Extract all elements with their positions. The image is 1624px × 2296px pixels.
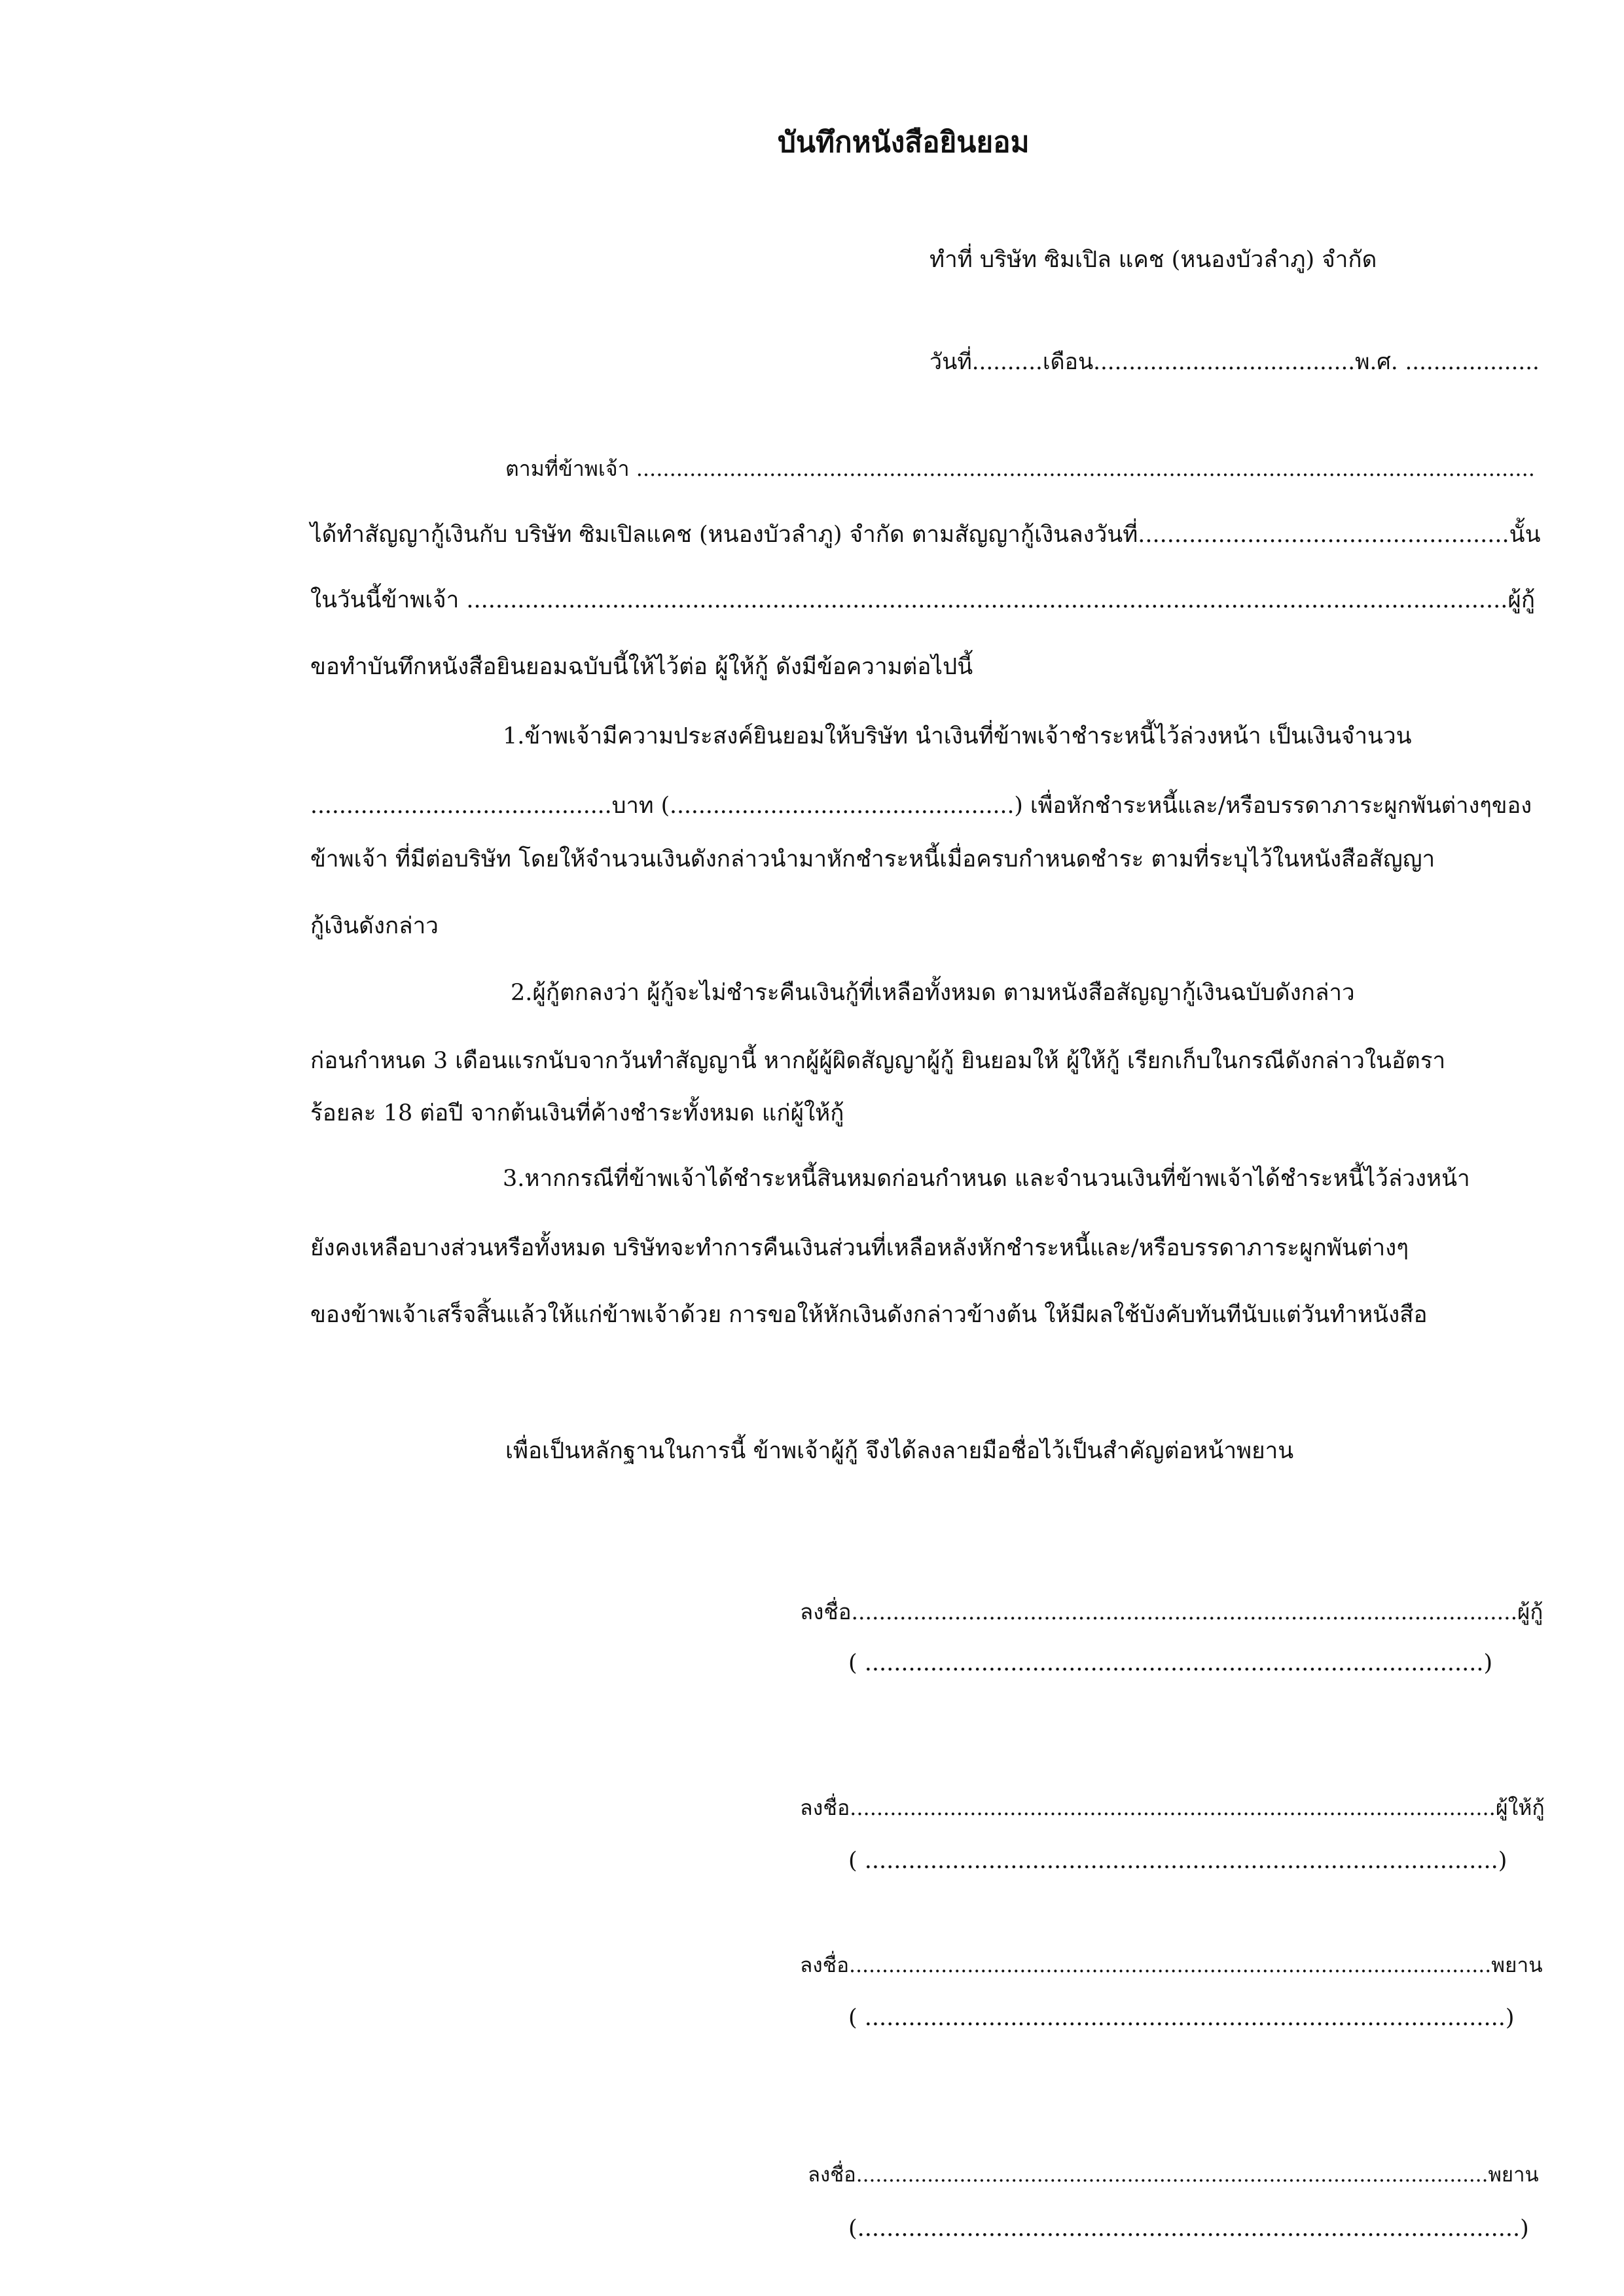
place-line: ทำที่ บริษัท ซิมเปิล แคช (หนองบัวลำภู) จำกัด — [929, 247, 1377, 273]
signature-line-witness-1: ลงชื่อ..................................................................................................พยาน — [800, 1954, 1543, 1977]
clause-2-line-2: ก่อนกำหนด 3 เดือนแรกนับจากวันทำสัญญานี้ หากผู้ผู้ผิดสัญญาผู้กู้ ยินยอมให้ ผู้ให้กู้ เรียกเก็บในกรณีดังกล่าวในอัตรา — [310, 1048, 1446, 1074]
clause-2-line-1: 2.ผู้กู้ตกลงว่า ผู้กู้จะไม่ชำระคืนเงินกู้ที่เหลือทั้งหมด ตามหนังสือสัญญากู้เงินฉบับดังกล่าว — [511, 980, 1355, 1006]
clause-1-line-2: ..........................................บาท (................................................) เพื่อหักชำระหนี้และ/หรือบรรดาภาระผูกพันต่างๆของ — [310, 793, 1532, 819]
clause-3-line-1: 3.หากกรณีที่ข้าพเจ้าได้ชำระหนี้สินหมดก่อนกำหนด และจำนวนเงินที่ข้าพเจ้าได้ชำระหนี้ไว้ล่วงหน้า — [503, 1166, 1470, 1192]
clause-2-line-3: ร้อยละ 18 ต่อปี จากต้นเงินที่ค้างชำระทั้งหมด แก่ผู้ให้กู้ — [310, 1100, 844, 1126]
contract-line: ได้ทำสัญญากู้เงินกับ บริษัท ซิมเปิลแคช (หนองบัวลำภู) จำกัด ตามสัญญากู้เงินลงวันที่...................................................นั้น — [310, 522, 1541, 548]
clause-1-line-4: กู้เงินดังกล่าว — [310, 913, 439, 939]
evidence-statement: เพื่อเป็นหลักฐานในการนี้ ข้าพเจ้าผู้กู้ จึงได้ลงลายมือชื่อไว้เป็นสำคัญต่อหน้าพยาน — [505, 1438, 1294, 1464]
date-line: วันที่..........เดือน.....................................พ.ศ. ................... — [929, 349, 1540, 375]
clause-1-line-1: 1.ข้าพเจ้ามีความประสงค์ยินยอมให้บริษัท นำเงินที่ข้าพเจ้าชำระหนี้ไว้ล่วงหน้า เป็นเงินจำนวน — [503, 723, 1412, 749]
clause-1-line-3: ข้าพเจ้า ที่มีต่อบริษัท โดยให้จำนวนเงินดังกล่าวนำมาหักชำระหนี้เมื่อครบกำหนดชำระ ตามที่ระบุไว้ในหนังสือสัญญา — [310, 846, 1435, 872]
clause-3-line-3: ของข้าพเจ้าเสร็จสิ้นแล้วให้แก่ข้าพเจ้าด้วย การขอให้หักเงินดังกล่าวข้างต้น ให้มีผลใช้บังคับทันทีนับแต่วันทำหนังสือ — [310, 1302, 1428, 1328]
borrower-name-line: ตามที่ข้าพเจ้า ....................................................................................................................................... — [505, 456, 1535, 481]
printed-name-witness-1: ( ........................................................................................) — [848, 2005, 1515, 2031]
borrower-line: ในวันนี้ข้าพเจ้า ...............................................................................................................................................ผู้กู้ — [310, 587, 1536, 613]
document-title: บันทึกหนังสือยินยอม — [778, 126, 1030, 159]
clause-3-line-2: ยังคงเหลือบางส่วนหรือทั้งหมด บริษัทจะทำการคืนเงินส่วนที่เหลือหลังหักชำระหนี้และ/หรือบรรดาภาระผูกพันต่างๆ — [310, 1235, 1409, 1261]
intro-line: ขอทำบันทึกหนังสือยินยอมฉบับนี้ให้ไว้ต่อ ผู้ให้กู้ ดังมีข้อความต่อไปนี้ — [310, 654, 973, 680]
printed-name-borrower: ( .....................................................................................) — [848, 1650, 1493, 1676]
printed-name-witness-2: (...........................................................................................) — [848, 2215, 1529, 2242]
printed-name-lender: ( .......................................................................................) — [848, 1848, 1507, 1874]
signature-line-lender: ลงชื่อ.................................................................................................ผู้ให้กู้ — [800, 1795, 1545, 1820]
signature-line-witness-2: ลงชื่อ..................................................................................................พยาน — [808, 2163, 1539, 2187]
signature-line-borrower: ลงชื่อ.................................................................................................ผู้กู้ — [800, 1599, 1543, 1624]
